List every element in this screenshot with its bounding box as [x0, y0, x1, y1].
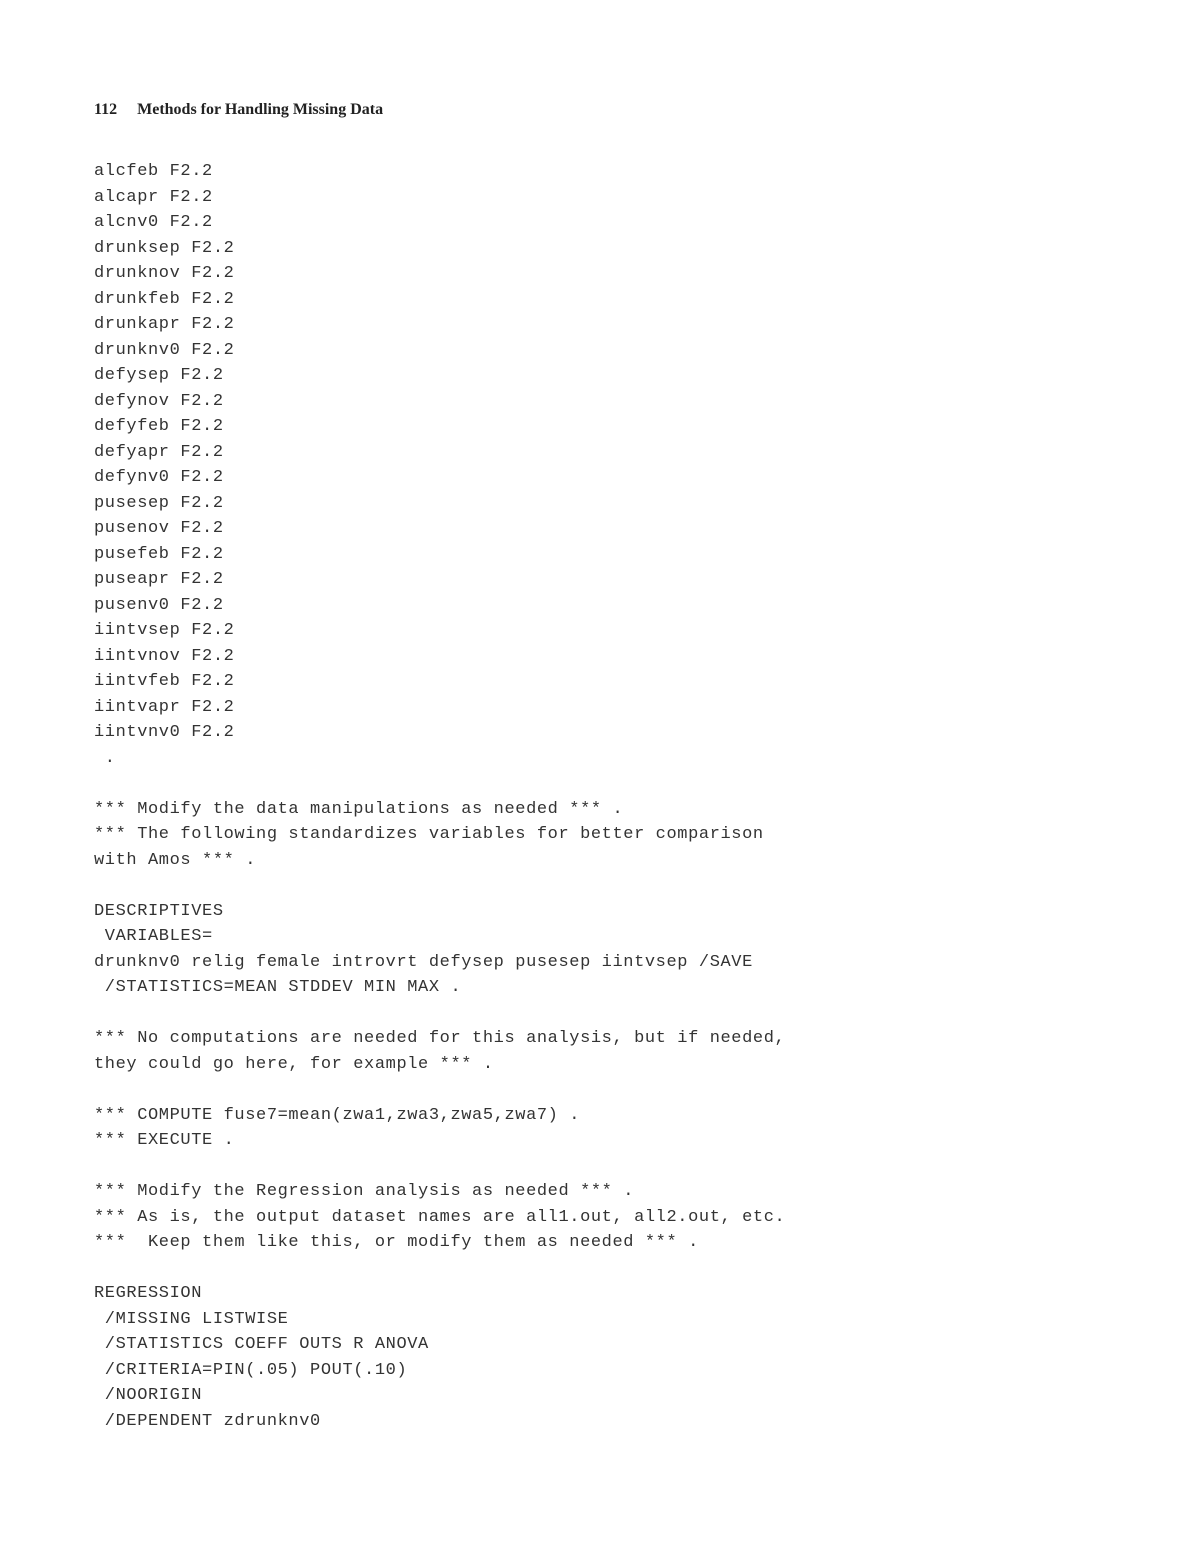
- code-line: [94, 1001, 1154, 1027]
- code-line: drunksep F2.2: [94, 238, 235, 258]
- code-line: .: [94, 748, 116, 768]
- code-line: iintvnov F2.2: [94, 646, 235, 666]
- code-line: *** Keep them like this, or modify them as needed *** .: [94, 1233, 699, 1252]
- code-line: pusenov F2.2: [94, 519, 224, 538]
- code-line: *** Modify the Regression analysis as needed *** .: [94, 1182, 635, 1201]
- code-line: defyapr F2.2: [94, 442, 224, 462]
- code-line: *** EXECUTE .: [94, 1131, 235, 1150]
- code-line: pusenv0 F2.2: [94, 595, 224, 615]
- code-line: VARIABLES=: [94, 927, 213, 946]
- code-line: drunkapr F2.2: [94, 315, 235, 334]
- code-line: [94, 1154, 1154, 1180]
- code-line: drunknv0 F2.2: [94, 340, 235, 360]
- code-line: /MISSING LISTWISE: [94, 1309, 289, 1329]
- code-line: drunknv0 relig female introvrt defysep pusesep iintvsep /SAVE: [94, 952, 753, 972]
- code-line: *** As is, the output dataset names are all1.out, all2.out, etc.: [94, 1207, 786, 1227]
- code-line: /CRITERIA=PIN(.05) POUT(.10): [94, 1360, 408, 1380]
- page-number: 112: [94, 101, 118, 118]
- code-line: puseapr F2.2: [94, 570, 224, 589]
- code-line: DESCRIPTIVES: [94, 901, 224, 921]
- code-line: alcfeb F2.2: [94, 162, 213, 181]
- code-line: drunknov F2.2: [94, 264, 235, 283]
- code-line: iintvfeb F2.2: [94, 672, 235, 691]
- code-line: defynov F2.2: [94, 391, 224, 411]
- code-line: *** The following standardizes variables for better comparison: [94, 825, 764, 844]
- code-line: *** No computations are needed for this analysis, but if needed,: [94, 1029, 786, 1048]
- code-line: they could go here, for example *** .: [94, 1054, 494, 1074]
- code-line: pusefeb F2.2: [94, 544, 224, 564]
- code-line: alcapr F2.2: [94, 187, 213, 207]
- code-line: /STATISTICS=MEAN STDDEV MIN MAX .: [94, 978, 462, 997]
- page-header: [94, 101, 383, 119]
- code-line: *** COMPUTE fuse7=mean(zwa1,zwa3,zwa5,zwa7) .: [94, 1105, 581, 1125]
- code-line: [94, 1256, 1154, 1282]
- code-line: *** Modify the data manipulations as needed *** .: [94, 799, 624, 819]
- code-line: iintvapr F2.2: [94, 697, 235, 717]
- code-line: defyfeb F2.2: [94, 417, 224, 436]
- code-line: alcnv0 F2.2: [94, 213, 213, 232]
- code-line: drunkfeb F2.2: [94, 289, 235, 309]
- code-line: with Amos *** .: [94, 850, 257, 870]
- code-line: defynv0 F2.2: [94, 468, 224, 487]
- code-line: /NOORIGIN: [94, 1386, 203, 1405]
- code-line: /STATISTICS COEFF OUTS R ANOVA: [94, 1335, 429, 1354]
- code-line: pusesep F2.2: [94, 493, 224, 513]
- code-line: REGRESSION: [94, 1284, 203, 1303]
- code-line: [94, 771, 1154, 797]
- code-listing: [94, 159, 1154, 1434]
- code-line: /DEPENDENT zdrunknv0: [94, 1411, 321, 1431]
- code-line: defysep F2.2: [94, 366, 224, 385]
- code-line: iintvnv0 F2.2: [94, 723, 235, 742]
- running-title: Methods for Handling Missing Data: [137, 101, 384, 118]
- code-line: [94, 1077, 1154, 1103]
- code-line: [94, 873, 1154, 899]
- code-line: iintvsep F2.2: [94, 621, 235, 640]
